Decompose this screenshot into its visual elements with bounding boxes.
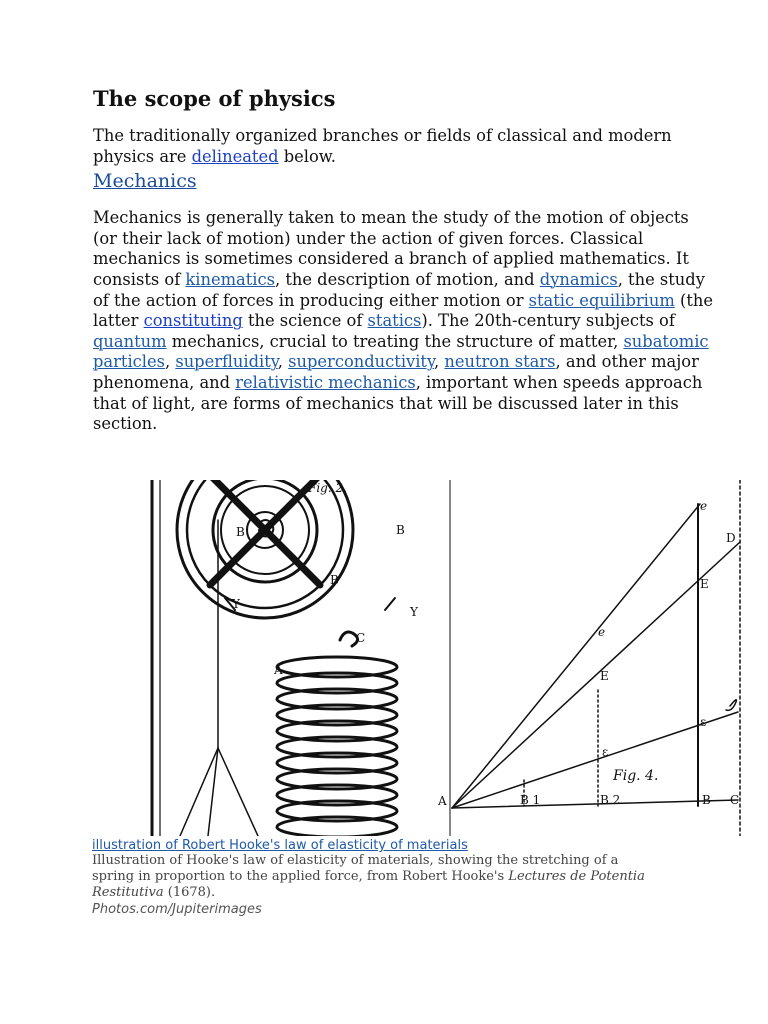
body-text: mechanics, crucial to treating the structure of matter, [166, 331, 624, 351]
body-text: Mechanics is generally taken to mean the study of the motion of objects (or their lack of motion) under the action of given forces. Classical mechanics is sometimes considered a branch of applied mathematics. It consists of [93, 208, 689, 289]
link-superfluidity[interactable]: superfluidity [175, 352, 278, 372]
label-b2: B 2 [600, 793, 621, 807]
section-heading-mechanics[interactable]: Mechanics [93, 170, 197, 193]
link-subatomic-particles[interactable]: subatomic particles [93, 331, 709, 372]
caption-title-link[interactable]: illustration of Robert Hooke's law of elasticity of materials [92, 838, 468, 853]
force-diagram [452, 480, 740, 836]
caption-description: Illustration of Hooke's law of elasticity of materials, showing the stretching of a spring in proportion to the applied force, from Robert Hooke's [92, 853, 619, 884]
link-static-equilibrium[interactable]: static equilibrium [528, 290, 675, 310]
label-a-diagram: A [438, 794, 447, 808]
caption-book-title: Lectures de Potentia Restitutiva [92, 869, 645, 900]
mechanics-paragraph [93, 208, 713, 435]
label-b: B [702, 793, 711, 807]
label-c: C [730, 793, 740, 807]
label-y-left: Y [232, 597, 240, 611]
scale-pan-strings [180, 520, 258, 836]
label-b-left: B [236, 525, 245, 539]
body-text: the science of [242, 311, 368, 331]
label-e-upper: E [700, 577, 709, 591]
page-title: The scope of physics [93, 86, 336, 111]
label-epsilon-right: ε [700, 715, 707, 729]
wheel-drawing [177, 480, 395, 618]
body-text: (the latter [93, 290, 714, 331]
link-neutron-stars[interactable]: neutron stars [444, 352, 556, 372]
label-y-right: Y [410, 605, 418, 619]
link-delineated[interactable]: delineated [191, 146, 279, 166]
label-b1: B 1 [520, 793, 541, 807]
label-c-spring: C [356, 631, 366, 645]
caption-year: (1678). [163, 885, 216, 900]
body-text: , [277, 352, 289, 372]
body-text: , [164, 352, 176, 372]
label-d: D [726, 531, 736, 545]
body-text: , important when speeds approach that of light, are forms of mechanics that will be discussed later in this section. [93, 372, 703, 434]
label-epsilon-mid: ε [602, 745, 609, 759]
hooke-illustration [140, 480, 745, 836]
body-text: , the description of motion, and [274, 269, 540, 289]
link-constituting[interactable]: constituting [143, 311, 243, 331]
body-text: , [434, 352, 445, 372]
intro-text-end: below. [278, 146, 336, 166]
intro-text: The traditionally organized branches or fields of classical and modern physics are [93, 126, 672, 166]
caption-text [92, 853, 652, 901]
link-superconductivity[interactable]: superconductivity [288, 352, 435, 372]
article [93, 86, 713, 435]
fig2-label: Fig. 2. [308, 481, 347, 495]
intro-paragraph [93, 126, 713, 167]
label-b-right: B [396, 523, 405, 537]
label-e-lower: e [598, 625, 606, 639]
link-relativistic-mechanics[interactable]: relativistic mechanics [235, 372, 416, 392]
label-e-mid: E [600, 669, 609, 683]
body-text: ). The 20th-century subjects of [421, 311, 675, 331]
label-b-bottom: B [330, 573, 339, 587]
link-kinematics[interactable]: kinematics [185, 269, 275, 289]
fig4-label: Fig. 4. [613, 768, 659, 784]
figure-caption [92, 838, 652, 918]
link-statics[interactable]: statics [367, 311, 422, 331]
spring-drawing [277, 632, 397, 836]
photo-credit: Photos.com/Jupiterimages [92, 902, 262, 917]
label-e-top: e [700, 499, 708, 513]
body-text: , the study of the action of forces in producing either motion or [93, 269, 705, 310]
link-quantum[interactable]: quantum [93, 331, 167, 351]
body-text: , and other major phenomena, and [93, 352, 699, 392]
label-a-spring: A [274, 663, 283, 677]
link-dynamics[interactable]: dynamics [539, 269, 618, 289]
